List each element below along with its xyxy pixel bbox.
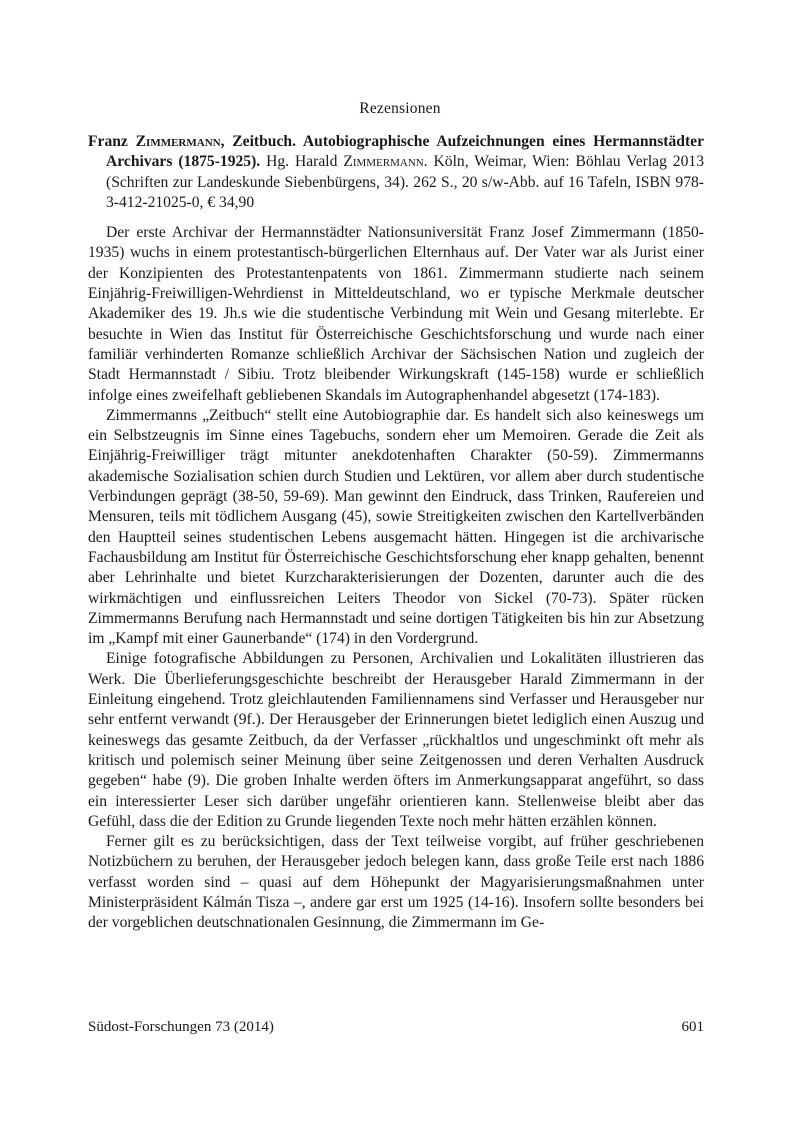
review-content: [88, 132, 704, 934]
journal-reference: Südost-Forschungen 73 (2014): [88, 1019, 274, 1035]
citation-editor-prefix: Hg. Harald: [260, 153, 344, 171]
page-footer: [88, 1019, 704, 1036]
body-paragraph: Ferner gilt es zu berücksichtigen, dass der Text teilweise vorgibt, auf früher geschriebenen Notizbüchern zu beruhen, der Herausgeber jedoch belegen kann, dass große Teile erst nach 1886 verfasst worden sind – quasi auf dem Höhepunkt der Magyarisierungsmaßnahmen unter Ministerpräsident Kálmán Tisza –, andere gar erst um 1925 (14-16). Insofern sollte besonders bei der vorgeblichen deutschnationalen Gesinnung, die Zimmermann im Ge-: [88, 833, 704, 932]
body-paragraph: Einige fotografische Abbildungen zu Personen, Archivalien und Lokalitäten illustrieren das Werk. Die Überlieferungsgeschichte beschreibt der Herausgeber Harald Zimmermann in der Einleitung eingehend. Trotz gleichlautenden Familiennamens sind Verfasser und Herausgeber nur sehr entfernt verwandt (9f.). Der Herausgeber der Erinnerungen bietet lediglich einen Auszug und keineswegs das gesamte Zeitbuch, da der Verfasser „rückhaltlos und ungeschminkt oft mehr als kritisch und polemisch seiner Meinung über seine Zeitgenossen und deren Verhalten Ausdruck gegeben“ habe (9). Die groben Inhalte werden öfters im Anmerkungsapparat angeführt, so dass ein interessierter Leser sich darüber ungefähr orientieren kann. Stellenweise bleibt aber das Gefühl, dass die der Edition zu Grunde liegenden Texte noch mehr hätten erzählen können.: [88, 650, 704, 830]
citation-editor-last: Zimmermann: [343, 153, 424, 171]
body-paragraph: Zimmermanns „Zeitbuch“ stellt eine Autobiographie dar. Es handelt sich also keineswegs um ein Selbstzeugnis im Sinne eines Tagebuchs, sondern eher um Memoiren. Gerade die Zeit als Einjährig-Freiwilliger trägt mitunter anekdotenhaften Charakter (50-59). Zimmermanns akademische Sozialisation schien durch Studien und Lektüren, vor allem aber durch studentische Verbindungen geprägt (38-50, 59-69). Man gewinnt den Eindruck, dass Trinken, Raufereien und Mensuren, teils mit tödlichem Ausgang (45), sowie Streitigkeiten zwischen den Kartellverbänden den Hauptteil seines studentischen Lebens ausgemacht hätten. Hingegen ist die archivarische Fachausbildung am Institut für Österreichische Geschichtsforschung eher knapp gehalten, benennt aber Lehrinhalte und bietet Kurzcharakterisierungen der Dozenten, darunter auch die des wirkmächtigen und einflussreichen Leiters Theodor von Sickel (70-73). Später rücken Zimmermanns Berufung nach Hermannstadt und seine dortigen Tätigkeiten bis hin zur Absetzung im „Kampf mit einer Gaunerbande“ (174) in den Vordergrund.: [88, 406, 704, 648]
body-paragraph: Der erste Archivar der Hermannstädter Nationsuniversität Franz Josef Zimmermann (1850-1935) wuchs in einem protestantisch-bürgerlichen Elternhaus auf. Der Vater war als Jurist einer der Konzipienten des Protestantenpatents von 1861. Zimmermann studierte nach seinem Einjährig-Freiwilligen-Wehrdienst in Mitteldeutschland, wo er typische Merkmale deutscher Akademiker des 19. Jh.s wie die studentische Verbindung mit Wein und Gesang miterlebte. Er besuchte in Wien das Institut für Österreichische Geschichtsforschung und wurde nach einer familiär verhinderten Romanze schließlich Archivar der Sächsischen Nation und zugleich der Stadt Hermannstadt / Sibiu. Trotz bleibender Wirkungskraft (145-158) wurde er schließlich infolge eines zweifelhaft gebliebenen Skandals im Autographenhandel abgesetzt (174-183).: [88, 224, 704, 404]
citation-details: . Köln, Weimar, Wien: Böhlau Verlag 2013 (Schriften zur Landeskunde Siebenbürgens, 34). 262 S., 20 s/w-Abb. auf 16 Tafeln, ISBN 978-3-412-21025-0, € 34,90: [106, 153, 704, 211]
bibliographic-citation: [88, 132, 704, 213]
page-number: 601: [681, 1019, 704, 1035]
citation-title: , Zeitbuch. Autobiographische Aufzeichnungen eines Hermannstädter Archivars (1875-1925).: [106, 133, 704, 171]
citation-author-first: Franz: [88, 133, 136, 150]
running-head: Rezensionen: [359, 100, 441, 117]
citation-author-last: Zimmermann: [135, 133, 221, 150]
